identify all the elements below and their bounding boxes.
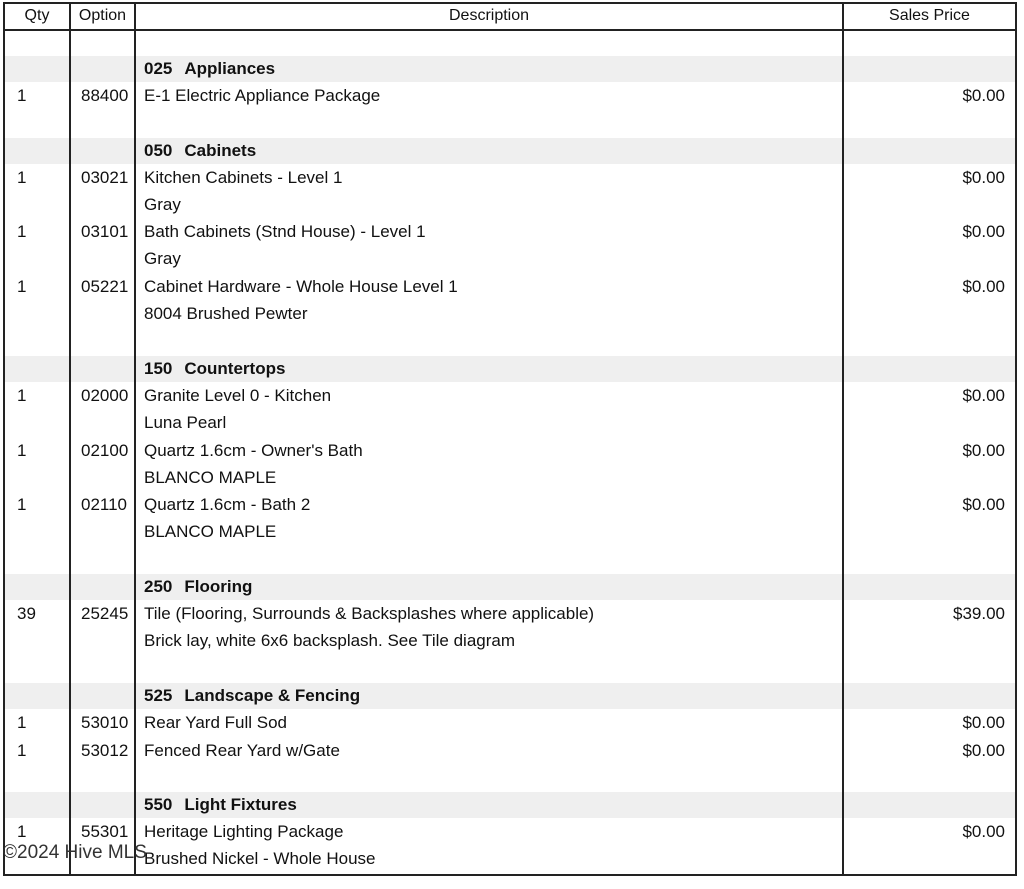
row-price: $0.00 bbox=[962, 386, 1005, 405]
row-detail: Luna Pearl bbox=[144, 413, 227, 432]
row-description: E-1 Electric Appliance Package bbox=[144, 86, 381, 105]
row-qty: 1 bbox=[17, 386, 27, 405]
row-qty: 1 bbox=[17, 222, 27, 241]
row-qty: 1 bbox=[17, 86, 27, 105]
row-option: 88400 bbox=[81, 86, 129, 105]
row-price: $39.00 bbox=[953, 604, 1005, 623]
option-column-header: Option bbox=[78, 7, 127, 24]
row-option: 53012 bbox=[81, 741, 129, 760]
row-detail: Brushed Nickel - Whole House bbox=[144, 849, 376, 868]
section-name: Landscape & Fencing bbox=[184, 686, 361, 705]
section-name: Flooring bbox=[184, 577, 253, 596]
row-qty: 1 bbox=[17, 822, 27, 841]
row-option: 05221 bbox=[81, 277, 129, 296]
row-description: Granite Level 0 - Kitchen bbox=[144, 386, 332, 405]
row-detail: Gray bbox=[144, 195, 181, 214]
row-option: 03021 bbox=[81, 168, 129, 187]
row-detail: Brick lay, white 6x6 backsplash. See Tile diagram bbox=[144, 631, 516, 650]
row-qty: 1 bbox=[17, 713, 27, 732]
row-description: Quartz 1.6cm - Owner's Bath bbox=[144, 441, 363, 460]
section-code: 150 bbox=[144, 359, 173, 378]
section-code: 025 bbox=[144, 59, 173, 78]
row-price: $0.00 bbox=[962, 441, 1005, 460]
row-price: $0.00 bbox=[962, 713, 1005, 732]
row-qty: 1 bbox=[17, 495, 27, 514]
row-qty: 1 bbox=[17, 168, 27, 187]
row-qty: 1 bbox=[17, 741, 27, 760]
row-detail: Gray bbox=[144, 249, 181, 268]
row-description: Tile (Flooring, Surrounds & Backsplashes where applicable) bbox=[144, 604, 595, 623]
section-header-landscape bbox=[144, 683, 360, 709]
section-name: Countertops bbox=[184, 359, 286, 378]
section-code: 550 bbox=[144, 795, 173, 814]
section-header-cabinets bbox=[144, 138, 256, 164]
row-price: $0.00 bbox=[962, 822, 1005, 841]
row-option: 53010 bbox=[81, 713, 129, 732]
header-divider bbox=[5, 29, 1015, 31]
row-description: Fenced Rear Yard w/Gate bbox=[144, 741, 340, 760]
row-description: Heritage Lighting Package bbox=[144, 822, 344, 841]
section-header-countertops bbox=[144, 356, 285, 382]
row-option: 25245 bbox=[81, 604, 129, 623]
row-qty: 1 bbox=[17, 441, 27, 460]
qty-column-header: Qty bbox=[24, 7, 50, 24]
section-code: 050 bbox=[144, 141, 173, 160]
section-header-light-fixtures bbox=[144, 792, 297, 818]
row-description: Kitchen Cabinets - Level 1 bbox=[144, 168, 343, 187]
column-divider bbox=[134, 4, 136, 874]
row-option: 02100 bbox=[81, 441, 129, 460]
price-column-header: Sales Price bbox=[889, 7, 970, 24]
section-name: Appliances bbox=[184, 59, 276, 78]
row-description: Cabinet Hardware - Whole House Level 1 bbox=[144, 277, 458, 296]
row-detail: BLANCO MAPLE bbox=[144, 468, 277, 487]
row-detail: 8004 Brushed Pewter bbox=[144, 304, 308, 323]
section-name: Cabinets bbox=[184, 141, 257, 160]
section-code: 525 bbox=[144, 686, 173, 705]
row-option: 02000 bbox=[81, 386, 129, 405]
column-divider bbox=[842, 4, 844, 874]
row-detail: BLANCO MAPLE bbox=[144, 522, 277, 541]
row-description: Bath Cabinets (Stnd House) - Level 1 bbox=[144, 222, 426, 241]
row-description: Rear Yard Full Sod bbox=[144, 713, 287, 732]
row-price: $0.00 bbox=[962, 86, 1005, 105]
row-option: 02110 bbox=[81, 495, 128, 514]
column-divider bbox=[69, 4, 71, 874]
section-header-appliances bbox=[144, 56, 275, 82]
row-description: Quartz 1.6cm - Bath 2 bbox=[144, 495, 311, 514]
row-price: $0.00 bbox=[962, 222, 1005, 241]
row-price: $0.00 bbox=[962, 741, 1005, 760]
section-header-flooring bbox=[144, 574, 252, 600]
description-column-header: Description bbox=[448, 7, 530, 24]
row-price: $0.00 bbox=[962, 277, 1005, 296]
row-qty: 1 bbox=[17, 277, 27, 296]
mls-watermark: ©2024 Hive MLS bbox=[3, 842, 147, 863]
row-price: $0.00 bbox=[962, 168, 1005, 187]
row-option: 03101 bbox=[81, 222, 129, 241]
section-name: Light Fixtures bbox=[184, 795, 297, 814]
row-qty: 39 bbox=[17, 604, 36, 623]
section-code: 250 bbox=[144, 577, 173, 596]
row-option: 55301 bbox=[81, 822, 129, 841]
options-table bbox=[3, 2, 1017, 876]
row-price: $0.00 bbox=[962, 495, 1005, 514]
